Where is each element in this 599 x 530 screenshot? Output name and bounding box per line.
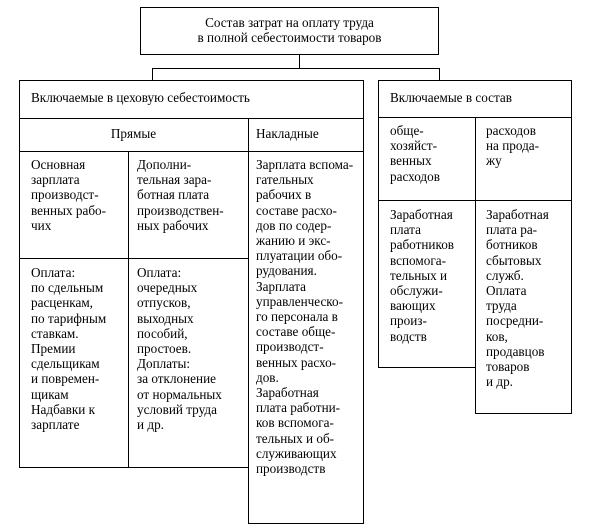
divider-overhead-header <box>248 151 364 152</box>
workshop-cost-header: Включаемые в цеховую себестоимость <box>31 90 250 105</box>
selling-expenses-header: расходов на прода- жу <box>486 123 540 169</box>
connector-title-down <box>299 54 300 69</box>
divider-direct-columns <box>128 151 129 468</box>
divider-direct-header <box>19 151 248 152</box>
direct-costs-header: Прямые <box>110 126 157 141</box>
general-expenses-text: Заработная плата работников вспомога- тельных и обслужи- вающих произ- водств <box>390 207 455 344</box>
additional-wage-payment-text: Оплата: очередных отпусков, выходных пособий, простоев. Доплаты: за отклонение от нормальных условий труда и др. <box>137 265 222 433</box>
divider-direct-rows <box>19 258 248 259</box>
general-expenses-header: обще- хозяйст- венных расходов <box>390 123 440 184</box>
divider-selling-header <box>475 200 572 201</box>
selling-expenses-text: Заработная плата ра- ботников сбытовых служб. Оплата труда посредни- ков, продавцов товаров и др. <box>486 207 549 390</box>
diagram-title: Состав затрат на оплату труда в полной себестоимости товаров <box>197 15 382 46</box>
overhead-costs-text: Зарплата вспома- гательных рабочих в составе расхо- дов по содер- жанию и экс- плуатации обо- рудования. Зарплата управленческо- го персонала в составе обще- производст- венных расхо- дов. Заработная плата работни- ков вспомога- тельных и об- служивающих производств <box>256 157 354 477</box>
additional-wage-label: Дополни- тельная зара- ботная плата производствен- ных рабочих <box>137 157 224 233</box>
basic-wage-payment-text: Оплата: по сдельным расценкам, по тарифным ставкам. Премии сдельщикам и повремен- щикам Надбавки к зарплате <box>31 265 107 433</box>
overhead-costs-header: Накладные <box>256 126 319 141</box>
included-in-header: Включаемые в состав <box>390 90 512 105</box>
connector-horizontal <box>152 68 440 69</box>
divider-general-header <box>378 200 476 201</box>
connector-left-branch <box>152 68 153 80</box>
basic-wage-label: Основная зарплата производст- венных рабо- чих <box>31 157 107 233</box>
